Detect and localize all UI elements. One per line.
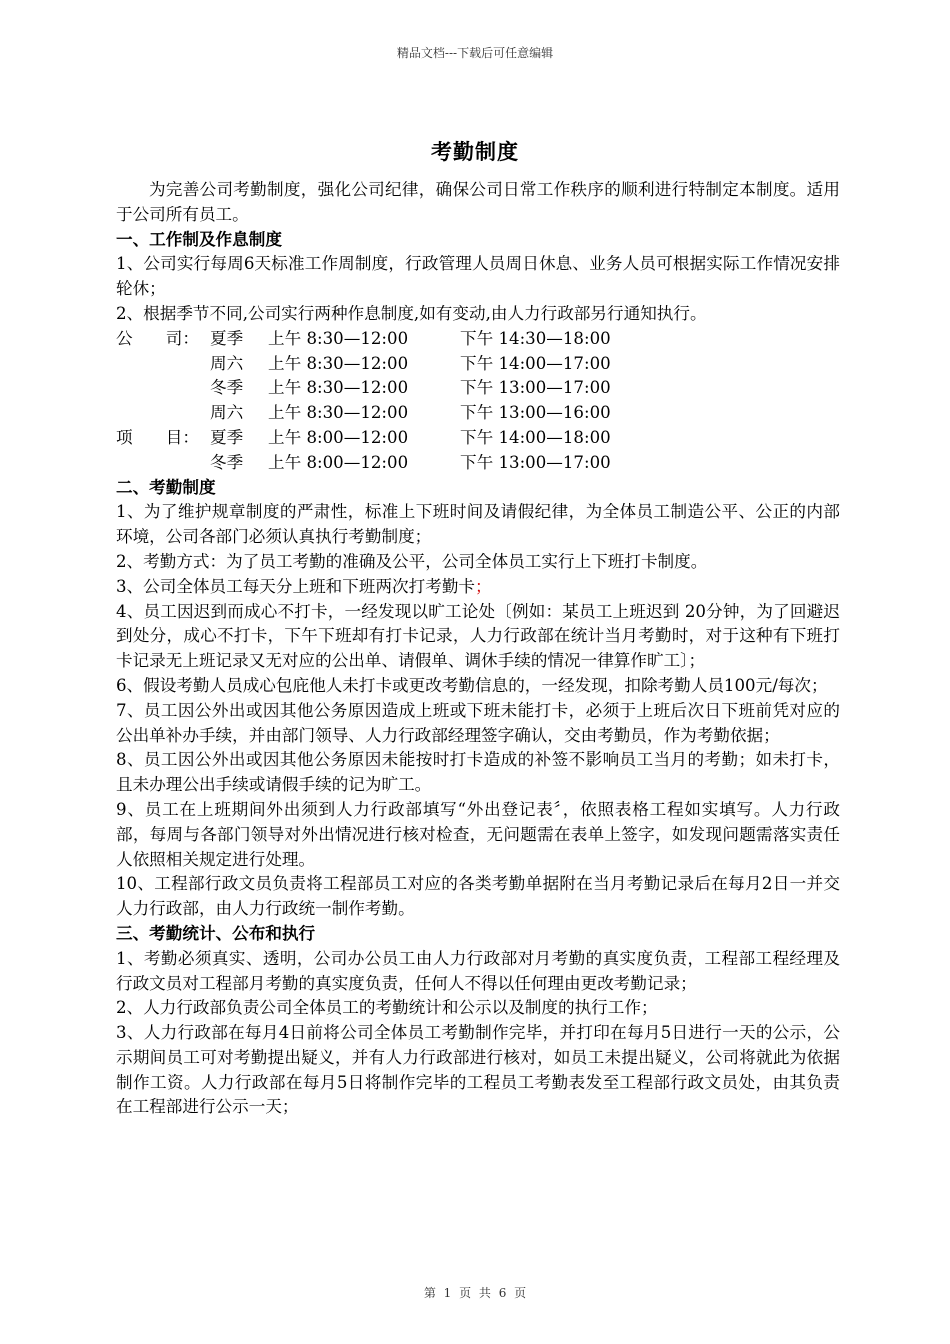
clause: 2、根据季节不同,公司实行两种作息制度,如有变动,由人力行政部另行通知执行。 xyxy=(116,303,707,323)
schedule-afternoon: 下午 13:00—16:00 xyxy=(460,403,611,423)
clause: 4、员工因迟到而成心不打卡，一经发现以旷工论处〔例如：某员工上班迟到 20分钟，为了回避迟到处分，成心不打卡，下午下班却有打卡记录，人力行政部在统计当月考勤时，对于这种有下班打卡记录无上班记录又无对应的公出单、请假单、调休手续的情况一律算作旷工〕； xyxy=(116,601,840,671)
schedule-label xyxy=(116,352,210,377)
schedule-afternoon: 下午 14:00—18:00 xyxy=(460,427,611,447)
clause-with-red-mark xyxy=(116,575,840,600)
schedule-row xyxy=(116,352,611,377)
clause: 9、员工在上班期间外出须到人力行政部填写“外出登记表〞，依照表格工程如实填写。人力行政部，每周与各部门领导对外出情况进行核对检查，无问题需在表单上签字，如发现问题需落实责任人依照相关规定进行处理。 xyxy=(116,799,840,869)
schedule-afternoon: 下午 14:00—17:00 xyxy=(460,353,611,373)
intro-paragraph: 为完善公司考勤制度，强化公司纪律，确保公司日常工作秩序的顺利进行特制定本制度。适用于公司所有员工。 xyxy=(116,180,840,224)
clause: 1、为了维护规章制度的严肃性，标准上下班时间及请假纪律，为全体员工制造公平、公正的内部环境，公司各部门必须认真执行考勤制度； xyxy=(116,502,840,547)
schedule-row xyxy=(116,451,611,476)
schedule-season: 冬季 xyxy=(210,378,244,398)
section-heading-statistics: 三、考勤统计、公布和执行 xyxy=(116,923,316,943)
schedule-afternoon: 下午 13:00—17:00 xyxy=(460,378,611,398)
schedule-morning: 上午 8:30—12:00 xyxy=(268,328,409,348)
schedule-morning: 上午 8:30—12:00 xyxy=(268,378,409,398)
schedule-label: 项 目： xyxy=(116,427,199,447)
clause: 2、考勤方式：为了员工考勤的准确及公平，公司全体员工实行上下班打卡制度。 xyxy=(116,551,708,571)
schedule-season: 夏季 xyxy=(210,328,244,348)
page-footer: 第 1 页 共 6 页 xyxy=(423,1286,527,1300)
clause-text: 3、公司全体员工每天分上班和下班两次打考勤卡 xyxy=(116,576,476,596)
clause: 8、员工因公外出或因其他公务原因未能按时打卡造成的补签不影响员工当月的考勤；如未打卡，且未办理公出手续或请假手续的记为旷工。 xyxy=(116,750,840,795)
schedule-morning: 上午 8:30—12:00 xyxy=(268,353,409,373)
schedule-label: 公 司： xyxy=(116,328,199,348)
schedule-season: 周六 xyxy=(210,403,244,423)
schedule-afternoon: 下午 13:00—17:00 xyxy=(460,452,611,472)
page-header: 精品文档---下载后可任意编辑 xyxy=(396,46,554,60)
red-semicolon: ； xyxy=(475,576,492,596)
schedule-label xyxy=(116,451,210,476)
clause: 3、人力行政部在每月4日前将公司全体员工考勤制作完毕，并打印在每月5日进行一天的公示，公示期间员工可对考勤提出疑义，并有人力行政部进行核对，如员工未提出疑义，公司将就此为依据制作工资。人力行政部在每月5日将制作完毕的工程员工考勤表发至工程部行政文员处，由其负责在工程部进行公示一天； xyxy=(116,1023,840,1117)
schedule-row xyxy=(116,401,611,426)
clause: 10、工程部行政文员负责将工程部员工对应的各类考勤单据附在当月考勤记录后在每月2日一并交人力行政部，由人力行政统一制作考勤。 xyxy=(116,874,840,919)
clause: 2、人力行政部负责公司全体员工的考勤统计和公示以及制度的执行工作； xyxy=(116,998,658,1018)
clause: 7、员工因公外出或因其他公务原因造成上班或下班未能打卡，必须于上班后次日下班前凭对应的公出单补办手续，并由部门领导、人力行政部经理签字确认，交由考勤员，作为考勤依据； xyxy=(116,700,840,745)
work-hours-table xyxy=(116,327,611,476)
schedule-season: 冬季 xyxy=(210,452,244,472)
schedule-label xyxy=(116,376,210,401)
clause: 1、公司实行每周6天标准工作周制度，行政管理人员周日休息、业务人员可根据实际工作情况安排轮休； xyxy=(116,254,840,299)
document-body xyxy=(116,178,840,1120)
schedule-morning: 上午 8:00—12:00 xyxy=(268,452,409,472)
schedule-afternoon: 下午 14:30—18:00 xyxy=(460,328,611,348)
clause: 1、考勤必须真实、透明，公司办公员工由人力行政部对月考勤的真实度负责，工程部工程经理及行政文员对工程部月考勤的真实度负责，任何人不得以任何理由更改考勤记录； xyxy=(116,948,840,993)
schedule-morning: 上午 8:30—12:00 xyxy=(268,403,409,423)
schedule-label xyxy=(116,401,210,426)
document-title: 考勤制度 xyxy=(431,140,519,164)
section-heading-work-schedule: 一、工作制及作息制度 xyxy=(116,229,282,249)
schedule-row xyxy=(116,327,611,352)
schedule-row xyxy=(116,376,611,401)
schedule-row xyxy=(116,426,611,451)
clause: 6、假设考勤人员成心包庇他人未打卡或更改考勤信息的，一经发现，扣除考勤人员100元/每次； xyxy=(116,675,828,695)
schedule-season: 夏季 xyxy=(210,427,244,447)
schedule-morning: 上午 8:00—12:00 xyxy=(268,427,409,447)
schedule-season: 周六 xyxy=(210,353,244,373)
section-heading-attendance: 二、考勤制度 xyxy=(116,477,216,497)
